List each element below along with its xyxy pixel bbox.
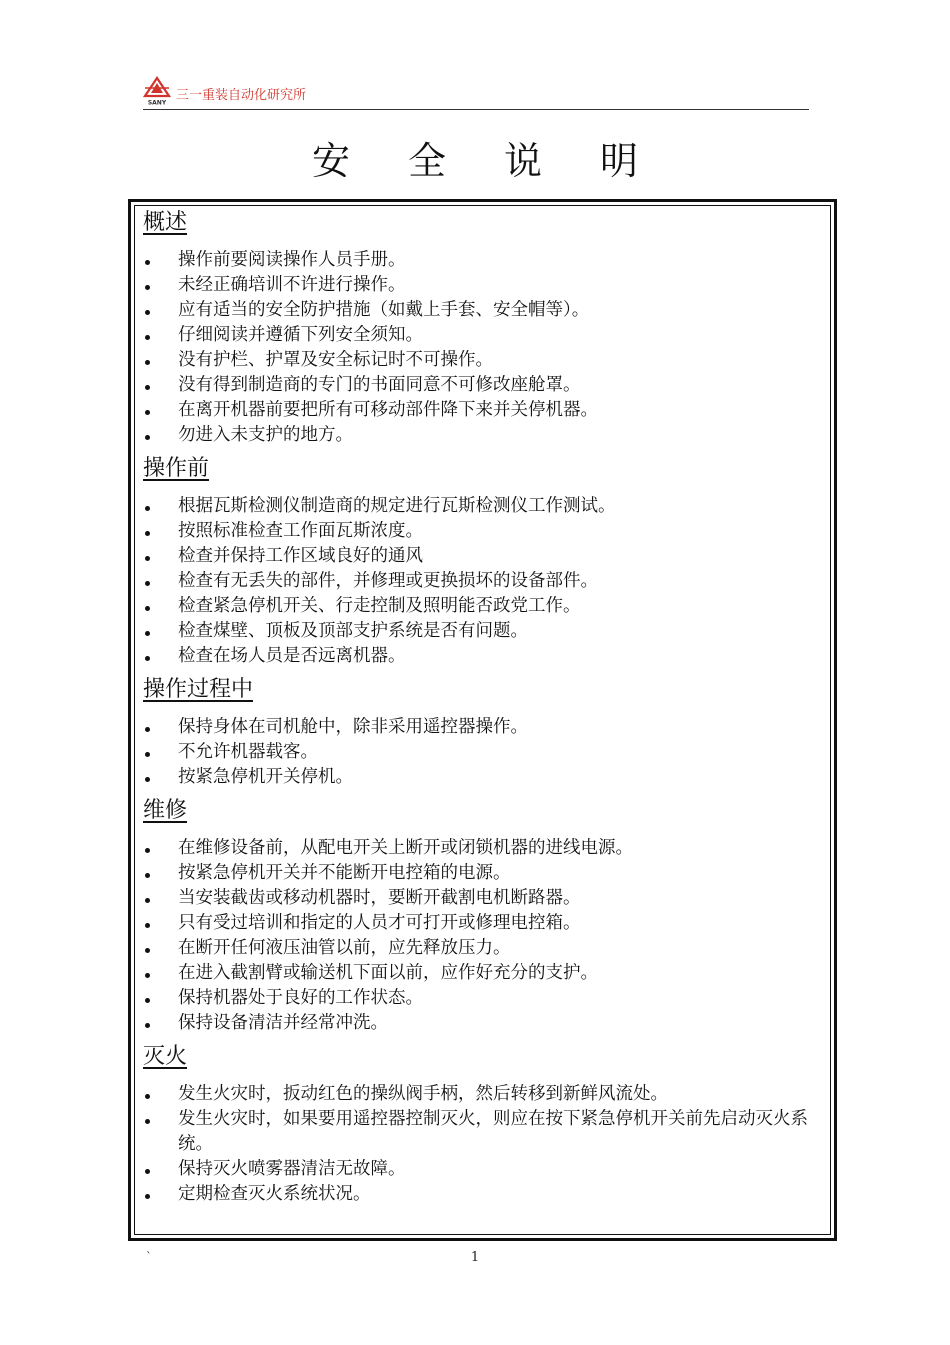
list-item-text: 应有适当的安全防护措施（如戴上手套、安全帽等）。	[178, 300, 590, 320]
list-item	[143, 323, 823, 348]
list-item	[143, 1107, 823, 1157]
list-item	[143, 986, 823, 1011]
bullet-list	[143, 715, 823, 790]
list-item	[143, 494, 823, 519]
safety-content	[143, 206, 823, 1211]
bullet-icon	[145, 948, 150, 953]
bullet-icon	[145, 727, 150, 732]
bullet-icon	[145, 848, 150, 853]
list-item	[143, 644, 823, 669]
section-heading: 灭火	[143, 1044, 188, 1069]
list-item-text: 定期检查灭火系统状况。	[178, 1184, 371, 1204]
bullet-icon	[145, 606, 150, 611]
list-item-text: 操作前要阅读操作人员手册。	[178, 250, 406, 270]
bullet-icon	[145, 335, 150, 340]
list-item-text: 检查煤壁、顶板及顶部支护系统是否有问题。	[178, 621, 528, 641]
bullet-list	[143, 1082, 823, 1207]
list-item-text: 按照标准检查工作面瓦斯浓度。	[178, 521, 423, 541]
list-item-text: 保持身体在司机舱中，除非采用遥控器操作。	[178, 717, 528, 737]
bullet-icon	[145, 410, 150, 415]
list-item	[143, 619, 823, 644]
list-item	[143, 373, 823, 398]
bullet-icon	[145, 923, 150, 928]
bullet-icon	[145, 360, 150, 365]
list-item-text: 在断开任何液压油管以前，应先释放压力。	[178, 938, 511, 958]
bullet-icon	[145, 556, 150, 561]
list-item-text: 在离开机器前要把所有可移动部件降下来并关停机器。	[178, 400, 598, 420]
list-item-text: 只有受过培训和指定的人员才可打开或修理电控箱。	[178, 913, 581, 933]
list-item-text: 发生火灾时，扳动红色的操纵阀手柄，然后转移到新鲜风流处。	[178, 1084, 668, 1104]
list-item-text: 没有得到制造商的专门的书面同意不可修改座舱罩。	[178, 375, 581, 395]
section	[143, 206, 823, 448]
list-item	[143, 936, 823, 961]
section-heading: 操作过程中	[143, 677, 254, 702]
section	[143, 1040, 823, 1207]
list-item	[143, 886, 823, 911]
bullet-icon	[145, 998, 150, 1003]
list-item	[143, 1182, 823, 1207]
list-item	[143, 961, 823, 986]
list-item-text: 按紧急停机开关停机。	[178, 767, 353, 787]
list-item-text: 按紧急停机开关并不能断开电控箱的电源。	[178, 863, 511, 883]
bullet-icon	[145, 435, 150, 440]
bullet-list	[143, 836, 823, 1036]
bullet-icon	[145, 385, 150, 390]
page-header	[143, 76, 809, 110]
bullet-icon	[145, 873, 150, 878]
list-item	[143, 1157, 823, 1182]
list-item-text: 仔细阅读并遵循下列安全须知。	[178, 325, 423, 345]
bullet-icon	[145, 973, 150, 978]
list-item	[143, 765, 823, 790]
list-item	[143, 248, 823, 273]
list-item-text: 检查在场人员是否远离机器。	[178, 646, 406, 666]
list-item	[143, 348, 823, 373]
bullet-icon	[145, 898, 150, 903]
list-item	[143, 544, 823, 569]
bullet-icon	[145, 1119, 150, 1124]
list-item	[143, 519, 823, 544]
bullet-icon	[145, 656, 150, 661]
bullet-icon	[145, 1023, 150, 1028]
bullet-icon	[145, 581, 150, 586]
bullet-icon	[145, 752, 150, 757]
list-item-text: 检查紧急停机开关、行走控制及照明能否政党工作。	[178, 596, 581, 616]
list-item-text: 不允许机器载客。	[178, 742, 318, 762]
section	[143, 673, 823, 790]
list-item-text: 发生火灾时，如果要用遥控器控制灭火，则应在按下紧急停机开关前先启动灭火系统。	[178, 1109, 808, 1154]
bullet-list	[143, 248, 823, 448]
company-name: 三一重装自动化研究所	[176, 88, 307, 103]
list-item	[143, 861, 823, 886]
list-item-text: 检查有无丢失的部件，并修理或更换损坏的设备部件。	[178, 571, 598, 591]
page-title: 安全说明	[311, 139, 696, 183]
bullet-icon	[145, 1094, 150, 1099]
list-item	[143, 569, 823, 594]
list-item	[143, 298, 823, 323]
bullet-icon	[145, 1169, 150, 1174]
list-item-text: 当安装截齿或移动机器时，要断开截割电机断路器。	[178, 888, 581, 908]
list-item	[143, 398, 823, 423]
bullet-icon	[145, 1194, 150, 1199]
bullet-icon	[145, 531, 150, 536]
list-item	[143, 594, 823, 619]
list-item-text: 保持设备清洁并经常冲洗。	[178, 1013, 388, 1033]
list-item	[143, 1082, 823, 1107]
section-heading: 操作前	[143, 456, 210, 481]
page-number: 1	[470, 1250, 480, 1265]
list-item-text: 检查并保持工作区域良好的通风	[178, 546, 423, 566]
list-item-text: 勿进入未支护的地方。	[178, 425, 353, 445]
section-heading: 概述	[143, 210, 188, 235]
bullet-icon	[145, 260, 150, 265]
list-item-text: 没有护栏、护罩及安全标记时不可操作。	[178, 350, 493, 370]
list-item	[143, 423, 823, 448]
logo-text: SANY	[147, 99, 167, 106]
list-item	[143, 911, 823, 936]
bullet-icon	[145, 777, 150, 782]
bullet-icon	[145, 285, 150, 290]
section	[143, 452, 823, 669]
bullet-icon	[145, 310, 150, 315]
list-item-text: 未经正确培训不许进行操作。	[178, 275, 406, 295]
bullet-list	[143, 494, 823, 669]
bullet-icon	[145, 506, 150, 511]
sany-logo-icon	[143, 76, 171, 106]
list-item	[143, 1011, 823, 1036]
list-item-text: 保持机器处于良好的工作状态。	[178, 988, 423, 1008]
list-item	[143, 273, 823, 298]
list-item	[143, 836, 823, 861]
bullet-icon	[145, 631, 150, 636]
footer-mark: `	[146, 1250, 152, 1264]
list-item-text: 保持灭火喷雾器清洁无故障。	[178, 1159, 406, 1179]
list-item-text: 根据瓦斯检测仪制造商的规定进行瓦斯检测仪工作测试。	[178, 496, 616, 516]
list-item-text: 在进入截割臂或输送机下面以前，应作好充分的支护。	[178, 963, 598, 983]
section	[143, 794, 823, 1036]
section-heading: 维修	[143, 798, 188, 823]
list-item-text: 在维修设备前，从配电开关上断开或闭锁机器的进线电源。	[178, 838, 633, 858]
list-item	[143, 740, 823, 765]
list-item	[143, 715, 823, 740]
